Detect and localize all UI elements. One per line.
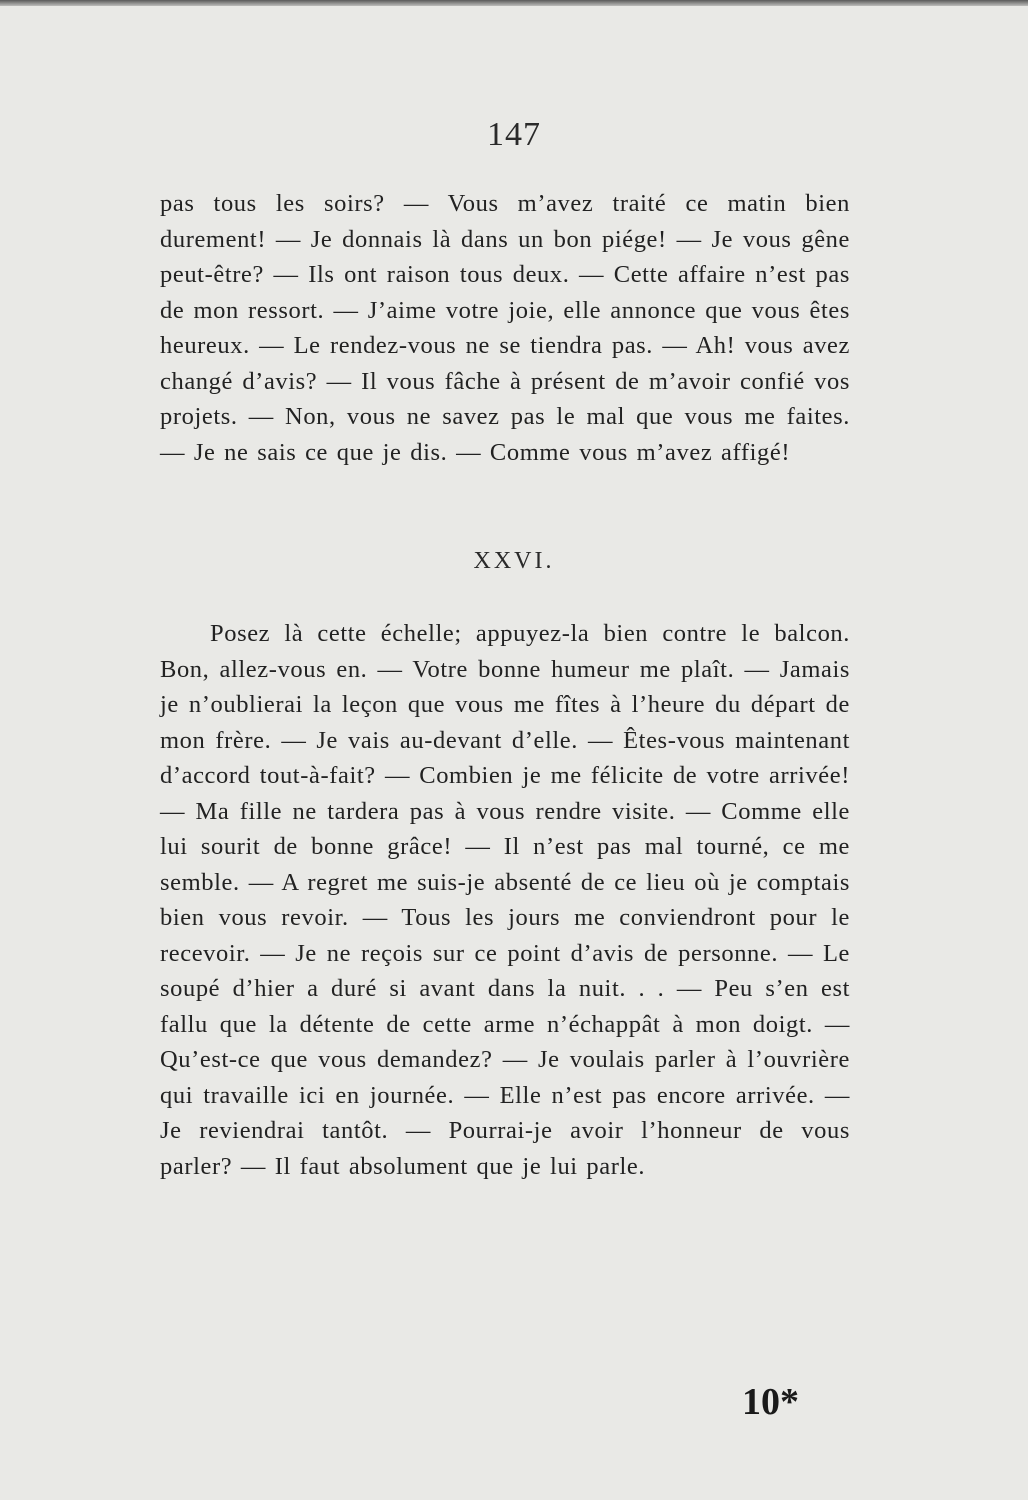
section-paragraph: Posez là cette échelle; appuyez-la bien contre le balcon. Bon, allez-vous en. — Votre bonne humeur me plaît. — Jamais je n’oublierai la leçon que vous me fîtes à l’heure du départ de mon frère. — Je vais au-devant d’elle. — Êtes-vous maintenant d’accord tout-à-fait? — Combien je me félicite de votre arrivée! — Ma fille ne tardera pas à vous rendre visite. — Comme elle lui sourit de bonne grâce! — Il n’est pas mal tourné, ce me semble. — A regret me suis-je absenté de ce lieu où je comptais bien vous revoir. — Tous les jours me conviendront pour le recevoir. — Je ne reçois sur ce point d’avis de personne. — Le soupé d’hier a duré si avant dans la nuit. . . — Peu s’en est fallu que la détente de cette arme n’échappât à mon doigt. — Qu’est-ce que vous demandez? — Je voulais parler à l’ouvrière qui travaille ici en journée. — Elle n’est pas encore arrivée. — Je reviendrai tantôt. — Pourrai-je avoir l’honneur de vous parler? — Il faut absolument que je lui parle.: [160, 620, 850, 1180]
signature-mark: 10*: [742, 1381, 799, 1423]
continued-paragraph: pas tous les soirs? — Vous m’avez traité ce matin bien durement! — Je donnais là dans un bon piége! — Je vous gêne peut-être? — Ils ont raison tous deux. — Cette affaire n’est pas de mon ressort. — J’aime votre joie, elle annonce que vous êtes heureux. — Le rendez-vous ne se tiendra pas. — Ah! vous avez changé d’avis? — Il vous fâche à présent de m’avoir confié vos projets. — Non, vous ne savez pas le mal que vous me faites. — Je ne sais ce que je dis. — Comme vous m’avez affigé!: [160, 190, 850, 466]
section-paragraph-block: [160, 616, 850, 1184]
continued-paragraph-block: [160, 186, 850, 470]
top-edge-rule: [0, 0, 1028, 6]
page-number: 147: [487, 116, 541, 153]
section-heading: XXVI.: [473, 548, 555, 574]
